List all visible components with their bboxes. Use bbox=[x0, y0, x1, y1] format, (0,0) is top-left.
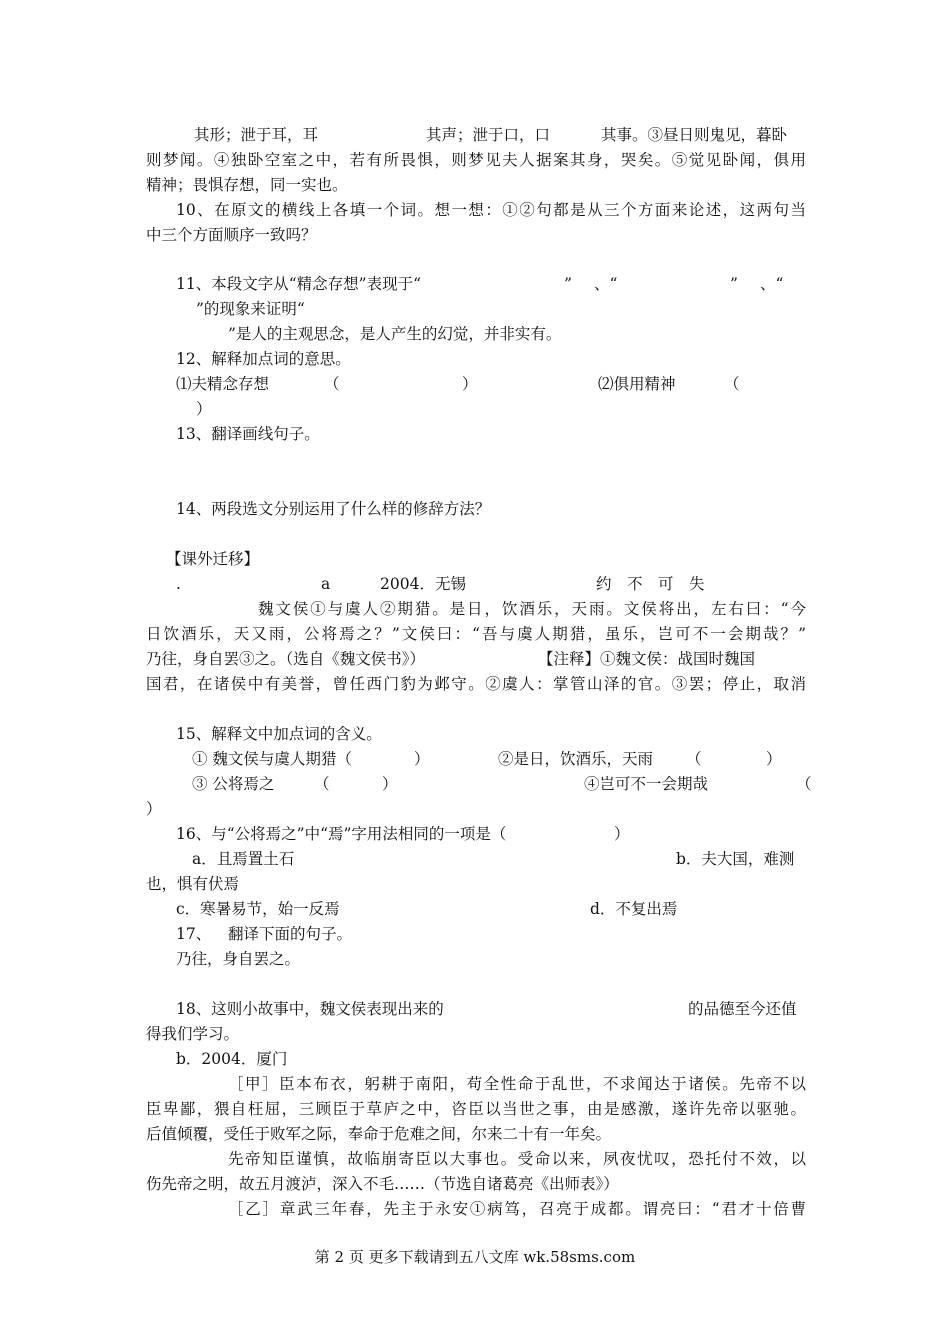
q16-blank: ） bbox=[614, 825, 630, 843]
option-c[interactable]: c．寒暑易节，始一反焉 bbox=[176, 900, 340, 918]
text-a-line: 魏文侯①与虞人②期猎。是日，饮酒乐，天雨。文侯将出，左右曰：“今 bbox=[258, 600, 806, 618]
q15-item: ②是日，饮酒乐，天雨 bbox=[498, 750, 654, 768]
text-a-line: 国君，在诸侯中有美誉，曾任西门豹为邺守。②虞人：掌管山泽的官。③罢；停止，取消 bbox=[146, 675, 806, 693]
q18-text: 18、这则小故事中，魏文侯表现出来的 bbox=[176, 1000, 444, 1018]
question-17 bbox=[146, 922, 806, 947]
page-footer: 第 2 页 更多下载请到五八文库 wk.58sms.com bbox=[314, 1248, 636, 1266]
q17-number: 17、 bbox=[176, 925, 212, 943]
text-b-line: ［乙］章武三年春，先主于永安①病笃，召亮于成都。谓亮曰：“君才十倍曹 bbox=[228, 1200, 806, 1218]
question-18 bbox=[146, 997, 806, 1022]
question-15: 15、解释文中加点词的含义。 bbox=[176, 725, 382, 743]
question-16 bbox=[146, 822, 806, 847]
text-b-line: 后值倾覆，受任于败军之际，奉命于危难之间，尔来二十有一年矣。 bbox=[146, 1125, 612, 1143]
passage-text: 其事。③昼日则鬼见，暮卧 bbox=[601, 126, 788, 144]
question-16-options bbox=[146, 847, 806, 872]
question-12: 12、解释加点词的意思。 bbox=[176, 350, 351, 368]
q16-title: 16、与“公将焉之”中“焉”字用法相同的一项是（ bbox=[176, 825, 507, 843]
passage-line: 精神；畏惧存想，同一实也。 bbox=[146, 176, 348, 194]
option-b[interactable]: b．夫大国，难测 bbox=[676, 850, 795, 868]
q15-item: ④岂可不一会期哉 bbox=[584, 775, 709, 793]
q15-blank[interactable]: （ bbox=[686, 750, 702, 768]
q15-blank[interactable]: （ bbox=[314, 775, 330, 793]
q15-item: ① 魏文侯与虞人期猎（ bbox=[192, 750, 352, 768]
option-b-cont: 也，惧有伏焉 bbox=[146, 875, 240, 893]
q15-blank-close: ） bbox=[146, 800, 162, 818]
q15-blank: ） bbox=[414, 750, 430, 768]
passage-line bbox=[146, 123, 806, 148]
question-15-row bbox=[146, 747, 806, 772]
question-13: 13、翻译画线句子。 bbox=[176, 425, 320, 443]
question-10-cont: 中三个方面顺序一致吗？ bbox=[146, 226, 317, 244]
question-11-cont: ”是人的主观思念，是人产生的幻觉，并非实有。 bbox=[228, 325, 562, 343]
passage-text: 其形；泄于耳，耳 bbox=[194, 126, 319, 144]
text-b-header: b．2004．厦门 bbox=[176, 1050, 288, 1068]
header-dot: . bbox=[176, 575, 181, 593]
text-b-line: ［甲］臣本布衣，躬耕于南阳，苟全性命于乱世，不求闻达于诸侯。先帝不以 bbox=[228, 1075, 806, 1093]
text-a-title: 约 不 可 失 bbox=[596, 575, 705, 593]
q17-sentence: 乃往，身自罢之。 bbox=[176, 950, 301, 968]
q17-title: 翻译下面的句子。 bbox=[228, 925, 353, 943]
q15-item: ③ 公将焉之 bbox=[192, 775, 275, 793]
q12-blank[interactable]: （ bbox=[724, 375, 740, 393]
question-12-items bbox=[146, 372, 806, 397]
section-title: 【课外迁移】 bbox=[166, 550, 260, 568]
question-16-options bbox=[146, 897, 806, 922]
q12-item: ⑵俱用精神 bbox=[598, 375, 676, 393]
q11-quote: ” bbox=[730, 275, 738, 293]
question-15-row bbox=[146, 772, 812, 797]
q15-blank: ） bbox=[382, 775, 398, 793]
text-a-source: 乃往，身自罢③之。（选自《魏文侯书》） bbox=[146, 650, 426, 668]
q15-blank: ） bbox=[766, 750, 782, 768]
option-a[interactable]: a．且焉置土石 bbox=[192, 850, 295, 868]
q11-text: 11、本段文字从“精念存想”表现于“ bbox=[176, 275, 421, 293]
question-11 bbox=[146, 272, 806, 297]
passage-text: 其声；泄于口，口 bbox=[426, 126, 551, 144]
text-a-note: 【注释】①魏文侯：战国时魏国 bbox=[538, 650, 756, 668]
q11-quote: 、“ bbox=[594, 275, 618, 293]
text-a-line bbox=[146, 647, 806, 672]
text-b-line: 伤先帝之明，故五月渡泸，深入不毛……（节选自诸葛亮《出师表》） bbox=[146, 1175, 619, 1193]
q11-quote: ” bbox=[564, 275, 572, 293]
q12-blank-close: ） bbox=[196, 400, 212, 418]
header-label: a bbox=[321, 575, 331, 593]
passage-line: 则梦闻。④独卧空室之中，若有所畏惧，则梦见夫人据案其身，哭矣。⑤觉见卧闻，俱用 bbox=[146, 151, 806, 169]
text-b-line: 先帝知臣谨慎，故临崩寄臣以大事也。受命以来，夙夜忧叹，恐托付不效，以 bbox=[228, 1150, 806, 1168]
q12-item: ⑴夫精念存想 bbox=[176, 375, 270, 393]
text-a-line: 日饮酒乐，天又雨，公将焉之？”文侯曰：“吾与虞人期猎，虽乐，岂可不一会期哉？” bbox=[146, 625, 806, 643]
q15-blank[interactable]: （ bbox=[796, 775, 812, 793]
q12-blank[interactable]: （ bbox=[324, 375, 340, 393]
q18-text: 的品德至今还值 bbox=[688, 1000, 797, 1018]
q12-blank: ） bbox=[462, 375, 478, 393]
question-10: 10、在原文的横线上各填一个词。想一想：①②句都是从三个方面来论述，这两句当 bbox=[176, 201, 806, 219]
question-14: 14、两段选文分别运用了什么样的修辞方法？ bbox=[176, 500, 491, 518]
text-b-line: 臣卑鄙，猥自枉屈，三顾臣于草庐之中，咨臣以当世之事，由是感激，遂许先帝以驱驰。 bbox=[146, 1100, 806, 1118]
text-a-header bbox=[146, 572, 806, 597]
question-18-cont: 得我们学习。 bbox=[146, 1025, 240, 1043]
q11-quote: 、“ bbox=[760, 275, 784, 293]
option-d[interactable]: d．不复出焉 bbox=[590, 900, 678, 918]
question-11-cont: ”的现象来证明“ bbox=[196, 300, 305, 318]
header-source: 2004．无锡 bbox=[380, 575, 466, 593]
